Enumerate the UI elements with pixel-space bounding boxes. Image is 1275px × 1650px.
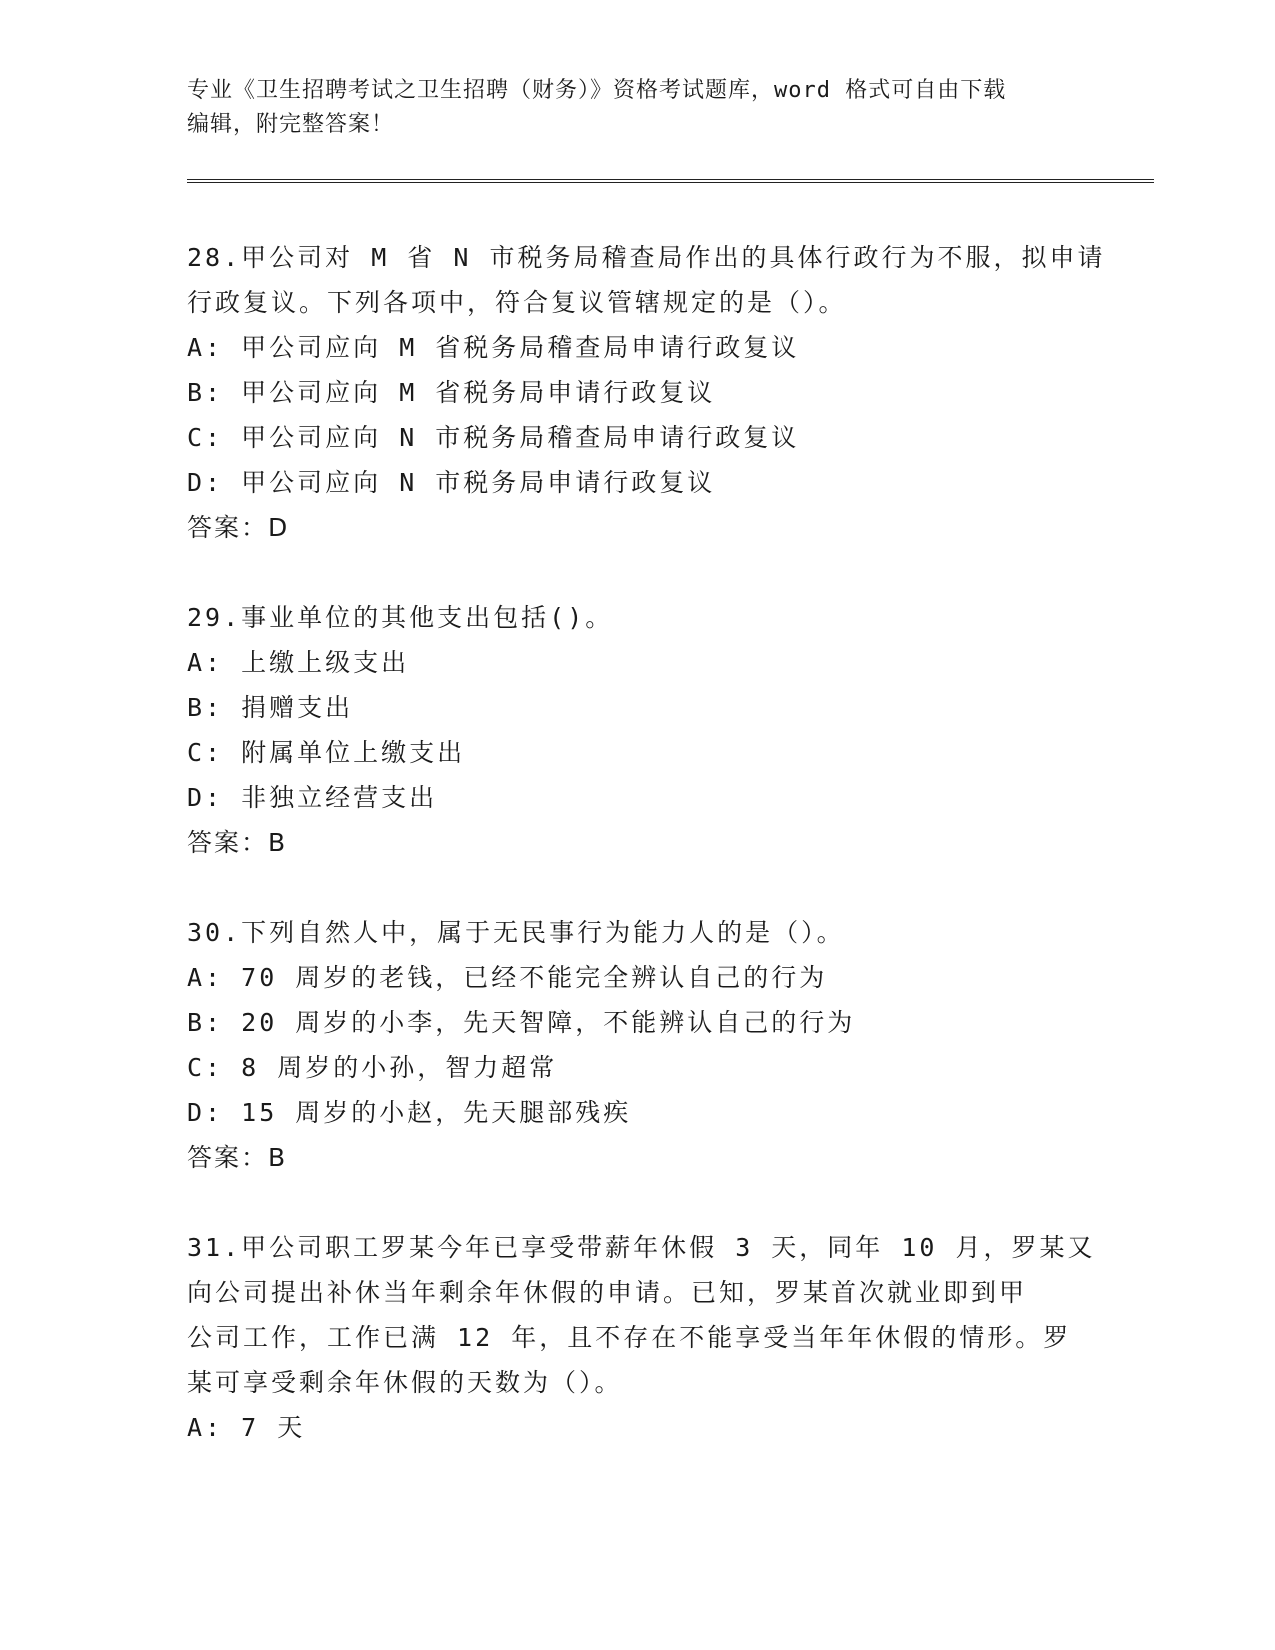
question-29 <box>187 595 1087 865</box>
question-stem-line: 28.甲公司对 M 省 N 市税务局稽查局作出的具体行政行为不服，拟申请 <box>187 243 1106 272</box>
page-header <box>187 74 1087 142</box>
option-b: B: 20 周岁的小李，先天智障，不能辨认自己的行为 <box>187 1008 856 1037</box>
option-c: C: 附属单位上缴支出 <box>187 738 466 767</box>
option-c: C: 甲公司应向 N 市税务局稽查局申请行政复议 <box>187 423 800 452</box>
option-c: C: 8 周岁的小孙，智力超常 <box>187 1053 558 1082</box>
option-b: B: 甲公司应向 M 省税务局申请行政复议 <box>187 378 716 407</box>
option-d: D: 非独立经营支出 <box>187 783 438 812</box>
header-line-1: 专业《卫生招聘考试之卫生招聘（财务）》资格考试题库，word 格式可自由下载 <box>187 78 1007 103</box>
question-stem-line: 31.甲公司职工罗某今年已享受带薪年休假 3 天，同年 10 月，罗某又 <box>187 1233 1096 1262</box>
option-d: D: 15 周岁的小赵，先天腿部残疾 <box>187 1098 632 1127</box>
spacer <box>187 865 1087 910</box>
option-a: A: 70 周岁的老钱，已经不能完全辨认自己的行为 <box>187 963 828 992</box>
answer: 答案：B <box>187 828 288 857</box>
question-28 <box>187 235 1106 550</box>
header-divider <box>187 179 1154 183</box>
question-stem-line: 向公司提出补休当年剩余年休假的申请。已知，罗某首次就业即到甲 <box>187 1278 1028 1307</box>
question-stem-line: 30.下列自然人中，属于无民事行为能力人的是（）。 <box>187 918 845 947</box>
question-30 <box>187 910 1087 1180</box>
question-stem-line: 某可享受剩余年休假的天数为（）。 <box>187 1368 623 1397</box>
option-a: A: 甲公司应向 M 省税务局稽查局申请行政复议 <box>187 333 800 362</box>
option-b: B: 捐赠支出 <box>187 693 354 722</box>
spacer <box>187 1180 1087 1225</box>
option-a: A: 7 天 <box>187 1413 306 1442</box>
header-line-2: 编辑，附完整答案！ <box>187 112 395 137</box>
question-stem-line: 公司工作，工作已满 12 年，且不存在不能享受当年年休假的情形。罗 <box>187 1323 1072 1352</box>
question-31 <box>187 1225 1096 1450</box>
answer: 答案：B <box>187 1143 288 1172</box>
spacer <box>187 550 1087 595</box>
option-a: A: 上缴上级支出 <box>187 648 410 677</box>
question-stem-line: 行政复议。下列各项中，符合复议管辖规定的是（）。 <box>187 288 847 317</box>
question-list <box>187 235 1106 1450</box>
answer: 答案：D <box>187 513 290 542</box>
option-d: D: 甲公司应向 N 市税务局申请行政复议 <box>187 468 716 497</box>
question-stem-line: 29.事业单位的其他支出包括()。 <box>187 603 614 632</box>
